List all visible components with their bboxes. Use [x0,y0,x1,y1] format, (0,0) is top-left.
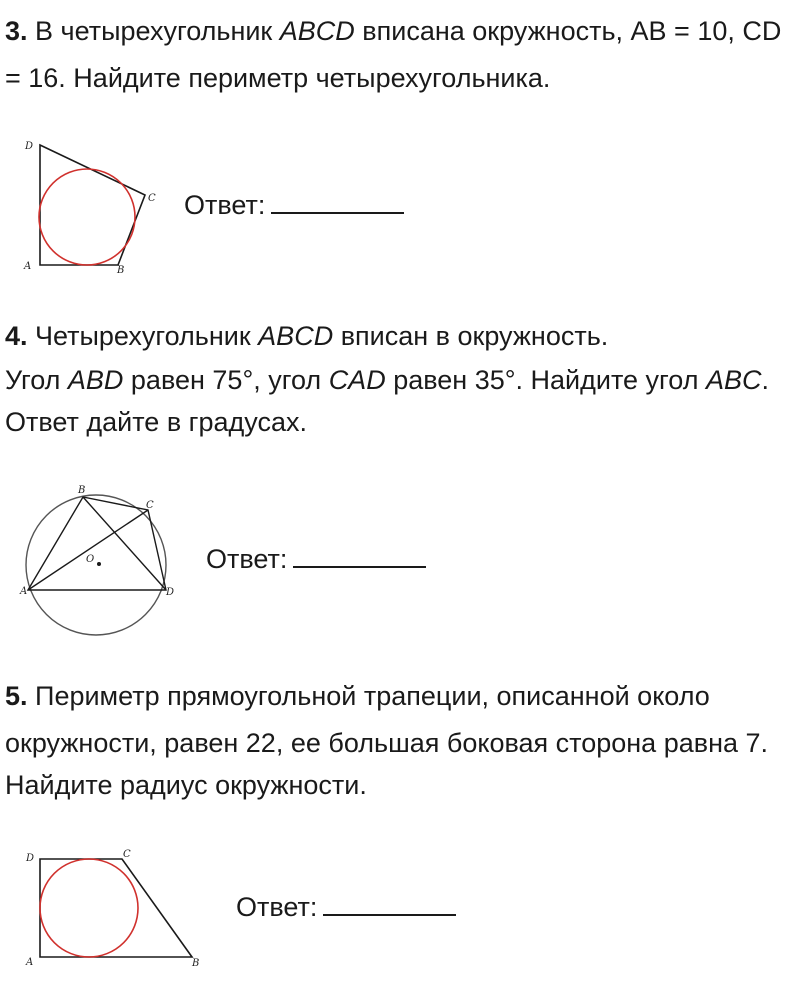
label-b: B [192,958,200,969]
label-b: B [117,265,125,276]
problem-5-line-1: 5. Периметр прямоугольной трапеции, описанной около [5,681,710,711]
problem-5-number: 5. [5,681,28,711]
problem-5-line-2: окружности, равен 22, ее большая боковая сторона равна 7. [5,728,769,758]
circumscribed-circle [26,495,166,635]
right-trapezoid-abcd [40,859,192,957]
quadrilateral-abcd [40,145,145,265]
problem-4-line-2: Угол ABD равен 75°, угол CAD равен 35°. Найдите угол ABC. [5,365,770,395]
label-a: A [24,261,32,272]
problem-3-answer-blank[interactable] [271,188,404,214]
label-d: D [26,853,35,864]
label-c: C [146,500,154,511]
inscribed-circle [39,169,135,265]
label-a: A [26,957,34,968]
problem-5-answer-blank[interactable] [323,890,456,916]
label-a: A [20,586,28,597]
label-d: D [25,141,34,152]
problem-4-line-3: Ответ дайте в градусах. [5,407,308,437]
label-d: D [166,587,175,598]
problem-3-answer: Ответ: [184,188,404,222]
problem-5-figure [22,845,212,975]
problem-5-answer: Ответ: [236,890,456,924]
problem-3-figure [20,135,160,275]
inscribed-circle [40,859,138,957]
label-c: C [148,193,156,204]
center-point [97,562,101,566]
problem-3-line-1: 3. В четырехугольник ABCD вписана окружность, AB = 10, CD [5,16,782,46]
problem-4-answer-blank[interactable] [293,542,426,568]
label-b: B [78,485,86,496]
label-o: O [86,554,95,565]
problem-3-line-2: = 16. Найдите периметр четырехугольника. [5,63,551,93]
problem-5-line-3: Найдите радиус окружности. [5,770,367,800]
problem-4-figure [18,482,188,642]
label-c: C [123,849,131,860]
problem-4-line-1: 4. Четырехугольник ABCD вписан в окружность. [5,321,609,351]
problem-4-number: 4. [5,321,28,351]
problem-3-number: 3. [5,16,28,46]
problem-4-answer: Ответ: [206,542,426,576]
